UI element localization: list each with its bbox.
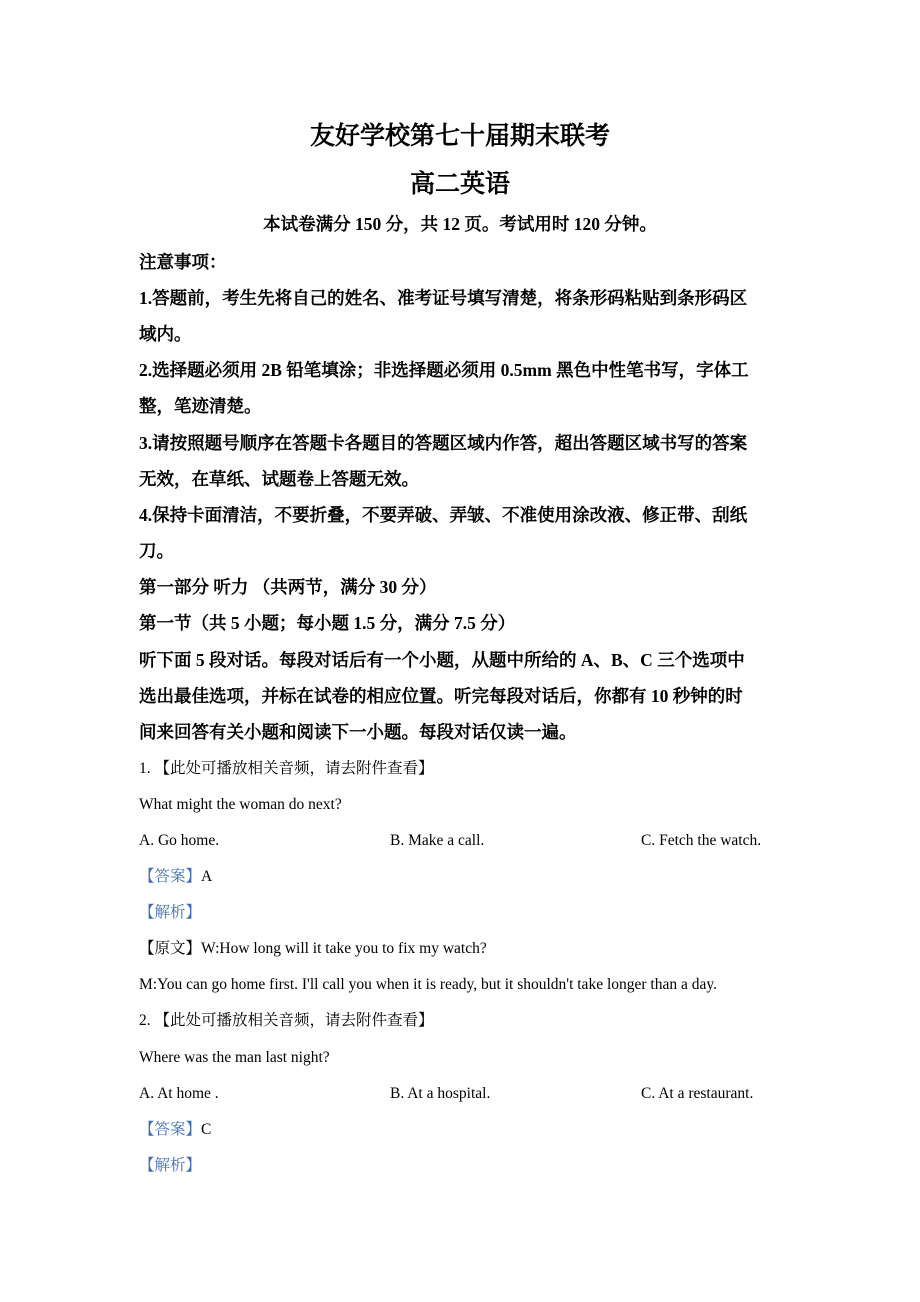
audio-placeholder-2[interactable]: 2. 【此处可播放相关音频，请去附件查看】	[139, 1012, 434, 1029]
instruction-line: 选出最佳选项，并标在试卷的相应位置。听完每段对话后，你都有 10 秒钟的时	[139, 686, 743, 706]
note-line: 整，笔迹清楚。	[139, 396, 262, 416]
option-c: C. Fetch the watch.	[641, 832, 762, 849]
option-b: B. Make a call.	[390, 832, 485, 849]
note-line: 3.请按照题号顺序在答题卡各题目的答题区域内作答，超出答题区域书写的答案	[139, 433, 748, 453]
exam-info: 本试卷满分 150 分，共 12 页。考试用时 120 分钟。	[263, 214, 657, 234]
part-heading: 第一部分 听力 （共两节，满分 30 分）	[139, 577, 437, 597]
analysis-label: 【解析】	[139, 1157, 202, 1174]
dialogue-line: M:You can go home first. I'll call you when it is ready, but it shouldn't take longer than a day.	[139, 976, 717, 993]
note-line: 2.选择题必须用 2B 铅笔填涂；非选择题必须用 0.5mm 黑色中性笔书写，字体工	[139, 360, 749, 380]
answer-1	[139, 869, 212, 885]
notes-heading: 注意事项：	[139, 252, 227, 272]
question-1: What might the woman do next?	[139, 796, 342, 813]
answer-value: C	[201, 1121, 212, 1138]
option-c: C. At a restaurant.	[641, 1085, 754, 1102]
option-b: B. At a hospital.	[390, 1085, 491, 1102]
instruction-line: 听下面 5 段对话。每段对话后有一个小题，从题中所给的 A、B、C 三个选项中	[139, 650, 745, 670]
section-heading: 第一节（共 5 小题；每小题 1.5 分，满分 7.5 分）	[139, 613, 516, 633]
option-a: A. At home .	[139, 1085, 219, 1102]
answer-value: A	[201, 868, 213, 885]
note-line: 无效，在草纸、试题卷上答题无效。	[139, 469, 419, 489]
note-line: 1.答题前，考生先将自己的姓名、准考证号填写清楚，将条形码粘贴到条形码区	[139, 288, 748, 308]
note-line: 域内。	[139, 324, 192, 344]
note-line: 4.保持卡面清洁，不要折叠，不要弄破、弄皱、不准使用涂改液、修正带、刮纸	[139, 505, 748, 525]
analysis-label: 【解析】	[139, 904, 202, 921]
instruction-line: 间来回答有关小题和阅读下一小题。每段对话仅读一遍。	[139, 722, 577, 742]
exam-subject: 高二英语	[409, 171, 510, 198]
original-line: W:How long will it take you to fix my watch?	[201, 940, 487, 957]
exam-title: 友好学校第七十届期末联考	[309, 123, 610, 150]
option-a: A. Go home.	[139, 832, 220, 849]
answer-label: 【答案】	[139, 868, 202, 885]
original-label: 【原文】	[139, 940, 202, 957]
note-line: 刀。	[139, 541, 174, 561]
answer-2	[139, 1122, 211, 1138]
audio-placeholder-1[interactable]: 1. 【此处可播放相关音频，请去附件查看】	[139, 760, 434, 777]
question-2: Where was the man last night?	[139, 1049, 330, 1066]
answer-label: 【答案】	[139, 1121, 202, 1138]
original-text-1	[139, 941, 487, 957]
